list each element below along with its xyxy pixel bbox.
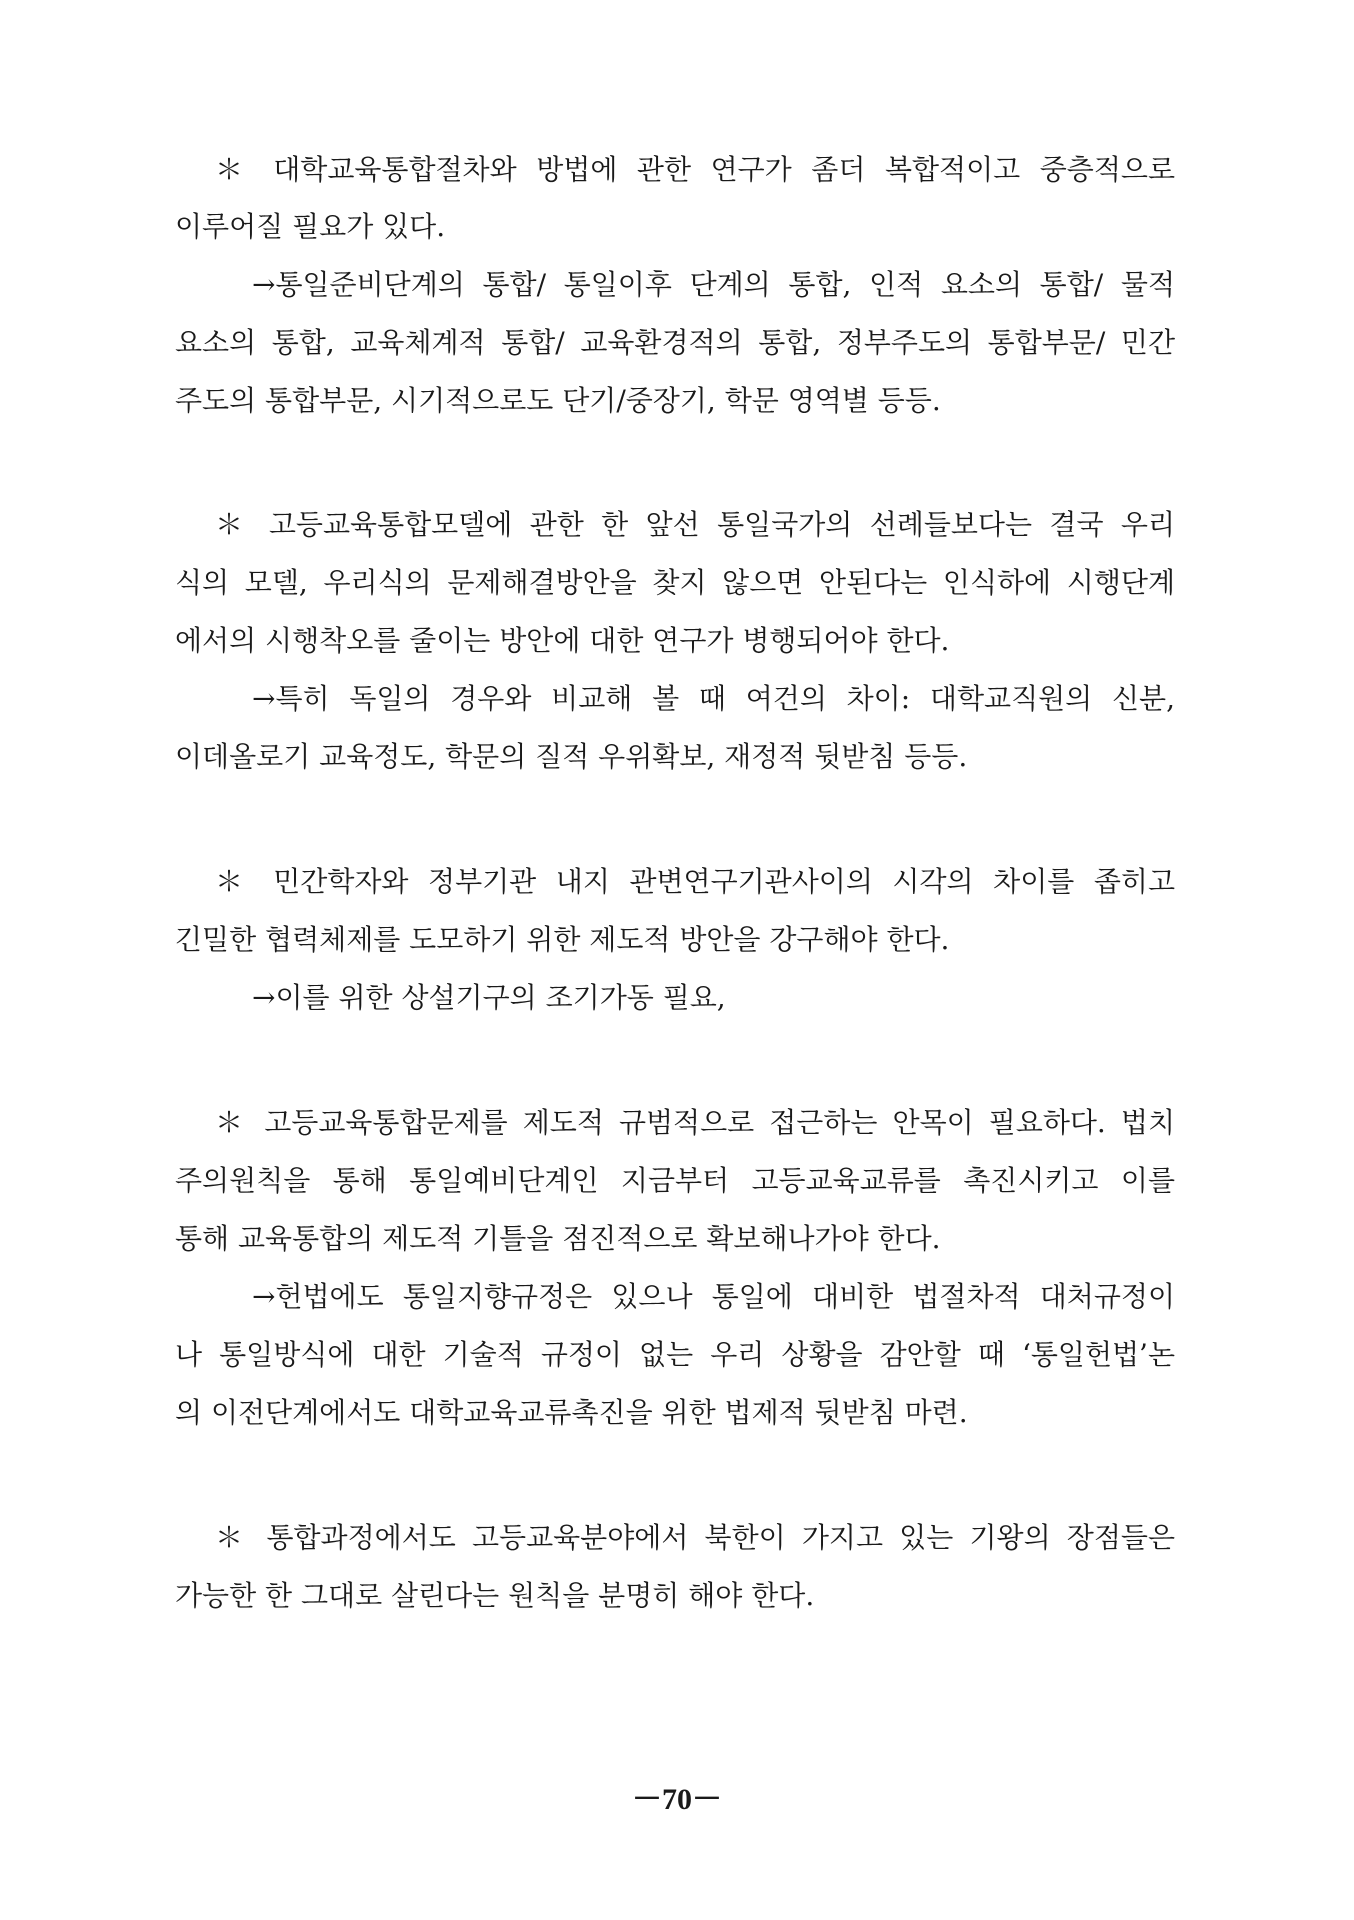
text-line: 이루어질 필요가 있다. — [175, 210, 446, 243]
text-line: ＊ 통합과정에서도 고등교육분야에서 북한이 가지고 있는 기왕의 장점들은 — [215, 1521, 1175, 1554]
text-line: ＊ 민간학자와 정부기관 내지 관변연구기관사이의 시각의 차이를 좁히고 — [215, 865, 1175, 898]
text-line: 의 이전단계에서도 대학교육교류촉진을 위한 법제적 뒷받침 마련. — [175, 1396, 968, 1429]
page-number: －70－ — [632, 1783, 722, 1816]
text-line: 통해 교육통합의 제도적 기틀을 점진적으로 확보해나가야 한다. — [175, 1222, 941, 1255]
text-line: ＊ 고등교육통합모델에 관한 한 앞선 통일국가의 선례들보다는 결국 우리 — [215, 508, 1175, 541]
text-line: 에서의 시행착오를 줄이는 방안에 대한 연구가 병행되어야 한다. — [175, 624, 950, 657]
text-line: →특히 독일의 경우와 비교해 볼 때 여건의 차이: 대학교직원의 신분, — [252, 682, 1175, 715]
text-line: →통일준비단계의 통합/ 통일이후 단계의 통합, 인적 요소의 통합/ 물적 — [252, 268, 1175, 301]
text-line: 나 통일방식에 대한 기술적 규정이 없는 우리 상황을 감안할 때 ‘통일헌법’논 — [175, 1338, 1175, 1371]
text-line: 주의원칙을 통해 통일예비단계인 지금부터 고등교육교류를 촉진시키고 이를 — [175, 1164, 1175, 1197]
text-line: 긴밀한 협력체제를 도모하기 위한 제도적 방안을 강구해야 한다. — [175, 923, 950, 956]
text-line: ＊ 고등교육통합문제를 제도적 규범적으로 접근하는 안목이 필요하다. 법치 — [215, 1106, 1175, 1139]
text-line: 주도의 통합부문, 시기적으로도 단기/중장기, 학문 영역별 등등. — [175, 384, 941, 417]
text-line: →이를 위한 상설기구의 조기가동 필요, — [252, 981, 726, 1014]
text-line: 가능한 한 그대로 살린다는 원칙을 분명히 해야 한다. — [175, 1579, 815, 1612]
text-line: 이데올로기 교육정도, 학문의 질적 우위확보, 재정적 뒷받침 등등. — [175, 740, 968, 773]
text-line: ＊ 대학교육통합절차와 방법에 관한 연구가 좀더 복합적이고 중층적으로 — [215, 153, 1175, 186]
text-line: →헌법에도 통일지향규정은 있으나 통일에 대비한 법절차적 대처규정이 — [252, 1280, 1175, 1313]
text-line: 식의 모델, 우리식의 문제해결방안을 찾지 않으면 안된다는 인식하에 시행단계 — [175, 566, 1175, 599]
text-line: 요소의 통합, 교육체계적 통합/ 교육환경적의 통합, 정부주도의 통합부문/ 민간 — [175, 326, 1175, 359]
